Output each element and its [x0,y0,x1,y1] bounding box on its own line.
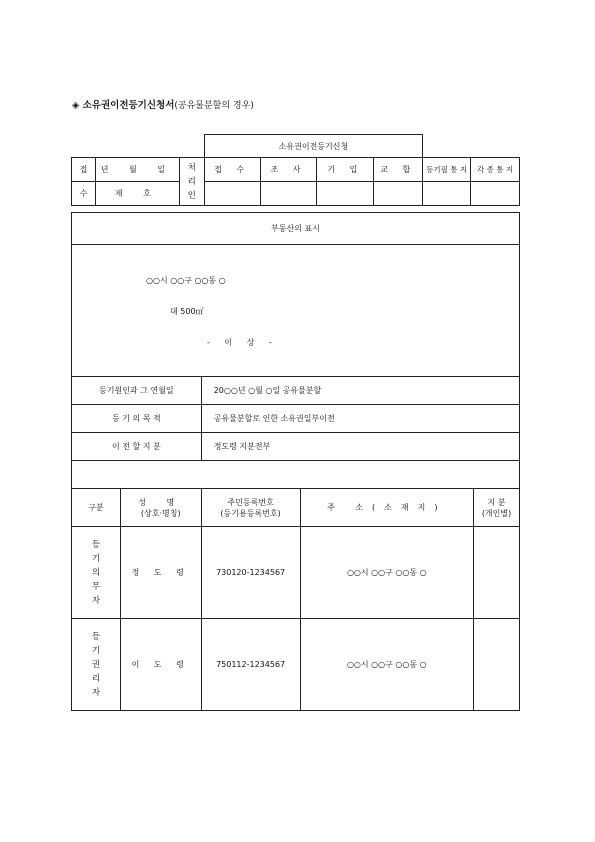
party-id: 730120-1234567 [201,527,300,619]
share-transfer-value: 정도령 지분전부 [201,433,519,461]
reception-number-label: 제 호 [95,182,179,206]
reception-label-bottom: 수 [72,182,96,206]
party-share [474,619,520,711]
reception-label-top: 접 [72,158,96,182]
property-area: 대 500㎡ [170,307,204,316]
table-row [72,619,520,711]
property-end: - 이 상 - [207,338,278,347]
application-header: 소유권이전등기신청 [204,135,422,158]
table-row [72,527,520,619]
party-type-obligor: 등 기 의 무 자 [72,527,121,619]
header-type: 구분 [72,489,121,527]
cause-value: 20○○년 ○월 ○일 공유물분할 [201,377,519,405]
cell-collation [374,182,423,206]
blank-row [72,461,520,489]
document-title: ◈ 소유권이전등기신청서 [72,100,175,111]
property-header: 부동산의 표시 [72,213,520,245]
cell-various-notice [471,182,520,206]
purpose-label: 등 기 의 목 적 [72,405,202,433]
col-reception: 접 수 [204,158,260,182]
document-subtitle: (공유물분할의 경우) [174,101,254,111]
party-address: ○○시 ○○구 ○○동 ○ [300,527,474,619]
cell-entry [317,182,374,206]
header-address: 주 소(소재지) [300,489,474,527]
document-heading [72,97,254,111]
cell-registration-notice [423,182,471,206]
header-name: 성 명 (상호·명칭) [120,489,201,527]
party-name: 정 도 령 [120,527,201,619]
party-id: 750112-1234567 [201,619,300,711]
cell-investigation [260,182,317,206]
main-table [71,212,520,711]
col-various-notice: 각 종 통 지 [471,158,520,182]
cell-reception [204,182,260,206]
col-entry: 기 입 [317,158,374,182]
header-share: 지 분 (개인별) [474,489,520,527]
purpose-value: 공유물분할로 인한 소유권일부이전 [201,405,519,433]
header-id: 주민등록번호 (등기용등록번호) [201,489,300,527]
reception-date-label: 년 월 일 [95,158,179,182]
party-name: 이 도 령 [120,619,201,711]
col-registration-notice: 등기필 통 지 [423,158,471,182]
property-description [72,245,520,377]
property-address: ○○시 ○○구 ○○동 ○ [146,276,226,285]
cause-label: 등기원인과 그 연월일 [72,377,202,405]
col-investigation: 조 사 [260,158,317,182]
col-collation: 교 합 [374,158,423,182]
reception-table [71,134,520,206]
share-transfer-label: 이 전 할 지 분 [72,433,202,461]
party-share [474,527,520,619]
processor-label: 처 리 인 [179,158,204,206]
party-type-obligee: 등 기 권 리 자 [72,619,121,711]
party-address: ○○시 ○○구 ○○동 ○ [300,619,474,711]
